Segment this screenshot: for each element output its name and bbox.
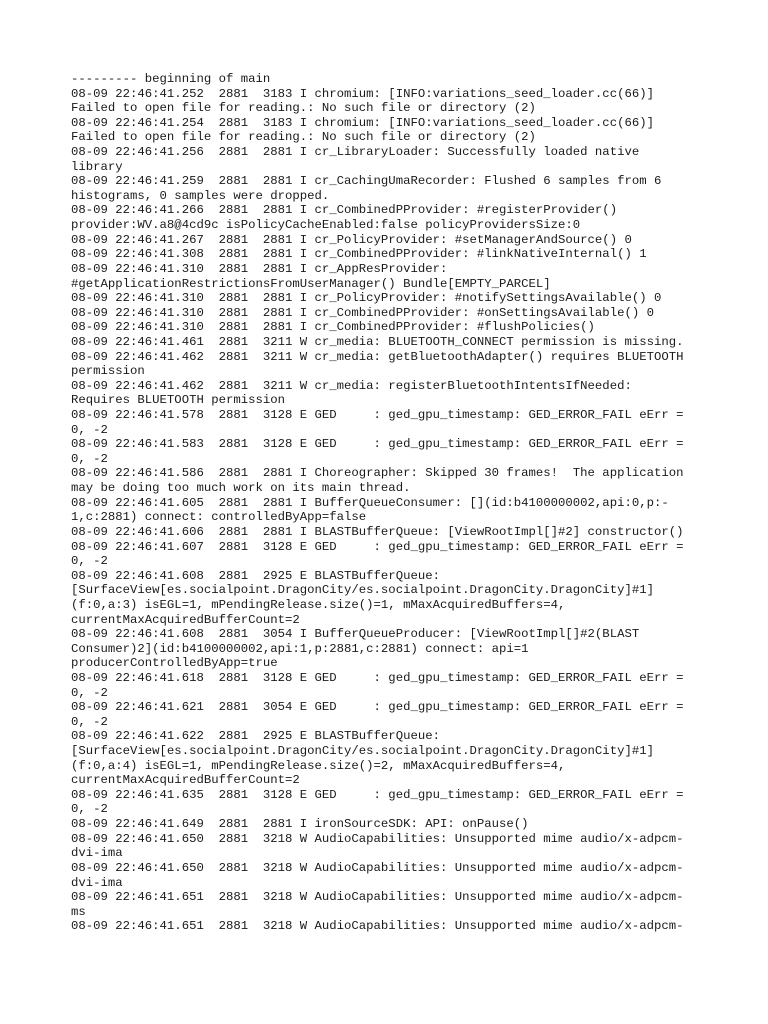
log-line: 08-09 22:46:41.586 2881 2881 I Choreographer: Skipped 30 frames! The application	[71, 466, 684, 481]
log-line: 08-09 22:46:41.267 2881 2881 I cr_PolicyProvider: #setManagerAndSource() 0	[71, 232, 632, 247]
log-line: currentMaxAcquiredBufferCount=2	[71, 612, 300, 627]
log-line: 08-09 22:46:41.266 2881 2881 I cr_CombinedPProvider: #registerProvider()	[71, 203, 618, 218]
log-line: 08-09 22:46:41.583 2881 3128 E GED : ged_gpu_timestamp: GED_ERROR_FAIL eErr =	[71, 437, 684, 452]
log-line: producerControlledByApp=true	[71, 656, 278, 671]
log-line: 0, -2	[71, 802, 108, 817]
log-line: 08-09 22:46:41.308 2881 2881 I cr_CombinedPProvider: #linkNativeInternal() 1	[71, 247, 647, 262]
log-line: 1,c:2881) connect: controlledByApp=false	[71, 510, 367, 525]
log-line: 08-09 22:46:41.310 2881 2881 I cr_CombinedPProvider: #flushPolicies()	[71, 320, 595, 335]
log-line: ms	[71, 904, 86, 919]
log-line: (f:0,a:3) isEGL=1, mPendingRelease.size()=1, mMaxAcquiredBuffers=4,	[71, 597, 566, 612]
log-line: provider:WV.a8@4cd9c isPolicyCacheEnabled:false policyProvidersSize:0	[71, 218, 581, 233]
log-line: Failed to open file for reading.: No such file or directory (2)	[71, 101, 536, 116]
log-line: 08-09 22:46:41.310 2881 2881 I cr_PolicyProvider: #notifySettingsAvailable() 0	[71, 291, 662, 306]
log-line: histograms, 0 samples were dropped.	[71, 188, 330, 203]
log-line: 08-09 22:46:41.252 2881 3183 I chromium: [INFO:variations_seed_loader.cc(66)]	[71, 86, 654, 101]
log-line: [SurfaceView[es.socialpoint.DragonCity/es.socialpoint.DragonCity.DragonCity]#1]	[71, 744, 654, 759]
log-line: 08-09 22:46:41.462 2881 3211 W cr_media: getBluetoothAdapter() requires BLUETOOTH	[71, 349, 684, 364]
log-line: 08-09 22:46:41.649 2881 2881 I ironSourceSDK: API: onPause()	[71, 817, 529, 832]
log-line: 08-09 22:46:41.461 2881 3211 W cr_media: BLUETOOTH_CONNECT permission is missing.	[71, 334, 684, 349]
log-line: 08-09 22:46:41.259 2881 2881 I cr_CachingUmaRecorder: Flushed 6 samples from 6	[71, 174, 662, 189]
log-line: dvi-ima	[71, 846, 123, 861]
log-line: #getApplicationRestrictionsFromUserManager() Bundle[EMPTY_PARCEL]	[71, 276, 551, 291]
log-line: 08-09 22:46:41.650 2881 3218 W AudioCapabilities: Unsupported mime audio/x-adpcm-	[71, 860, 684, 875]
log-line: dvi-ima	[71, 875, 123, 890]
log-line: 08-09 22:46:41.608 2881 2925 E BLASTBufferQueue:	[71, 568, 440, 583]
log-line: 08-09 22:46:41.651 2881 3218 W AudioCapabilities: Unsupported mime audio/x-adpcm-	[71, 890, 684, 905]
log-text-block	[71, 72, 711, 934]
log-line: Requires BLUETOOTH permission	[71, 393, 286, 408]
log-line: may be doing too much work on its main thread.	[71, 481, 411, 496]
log-line: 08-09 22:46:41.462 2881 3211 W cr_media: registerBluetoothIntentsIfNeeded:	[71, 378, 632, 393]
log-line: 0, -2	[71, 714, 108, 729]
log-line: 08-09 22:46:41.608 2881 3054 I BufferQueueProducer: [ViewRootImpl[]#2(BLAST	[71, 627, 640, 642]
log-line: 08-09 22:46:41.310 2881 2881 I cr_CombinedPProvider: #onSettingsAvailable() 0	[71, 305, 654, 320]
log-line: 08-09 22:46:41.618 2881 3128 E GED : ged_gpu_timestamp: GED_ERROR_FAIL eErr =	[71, 670, 684, 685]
log-line: 0, -2	[71, 451, 108, 466]
log-line: [SurfaceView[es.socialpoint.DragonCity/es.socialpoint.DragonCity.DragonCity]#1]	[71, 583, 654, 598]
log-line: 08-09 22:46:41.622 2881 2925 E BLASTBufferQueue:	[71, 729, 440, 744]
log-line: 0, -2	[71, 422, 108, 437]
log-line: (f:0,a:4) isEGL=1, mPendingRelease.size()=2, mMaxAcquiredBuffers=4,	[71, 758, 566, 773]
log-line: 08-09 22:46:41.310 2881 2881 I cr_AppResProvider:	[71, 261, 448, 276]
log-line: 08-09 22:46:41.635 2881 3128 E GED : ged_gpu_timestamp: GED_ERROR_FAIL eErr =	[71, 787, 684, 802]
log-line: permission	[71, 364, 145, 379]
log-line: 08-09 22:46:41.605 2881 2881 I BufferQueueConsumer: [](id:b4100000002,api:0,p:-	[71, 495, 669, 510]
log-line: 08-09 22:46:41.607 2881 3128 E GED : ged_gpu_timestamp: GED_ERROR_FAIL eErr =	[71, 539, 684, 554]
log-line: 08-09 22:46:41.606 2881 2881 I BLASTBufferQueue: [ViewRootImpl[]#2] constructor()	[71, 524, 684, 539]
log-line: 08-09 22:46:41.256 2881 2881 I cr_LibraryLoader: Successfully loaded native	[71, 145, 640, 160]
log-line: 08-09 22:46:41.650 2881 3218 W AudioCapabilities: Unsupported mime audio/x-adpcm-	[71, 831, 684, 846]
log-line: Consumer)2](id:b4100000002,api:1,p:2881,c:2881) connect: api=1	[71, 641, 529, 656]
log-line: --------- beginning of main	[71, 72, 271, 86]
log-line: 08-09 22:46:41.651 2881 3218 W AudioCapabilities: Unsupported mime audio/x-adpcm-	[71, 919, 684, 934]
log-line: currentMaxAcquiredBufferCount=2	[71, 773, 300, 788]
log-line: Failed to open file for reading.: No such file or directory (2)	[71, 130, 536, 145]
log-line: 08-09 22:46:41.578 2881 3128 E GED : ged_gpu_timestamp: GED_ERROR_FAIL eErr =	[71, 408, 684, 423]
log-line: 08-09 22:46:41.621 2881 3054 E GED : ged_gpu_timestamp: GED_ERROR_FAIL eErr =	[71, 700, 684, 715]
log-line: 08-09 22:46:41.254 2881 3183 I chromium: [INFO:variations_seed_loader.cc(66)]	[71, 115, 654, 130]
log-line: 0, -2	[71, 554, 108, 569]
log-line: library	[71, 159, 123, 174]
log-line: 0, -2	[71, 685, 108, 700]
